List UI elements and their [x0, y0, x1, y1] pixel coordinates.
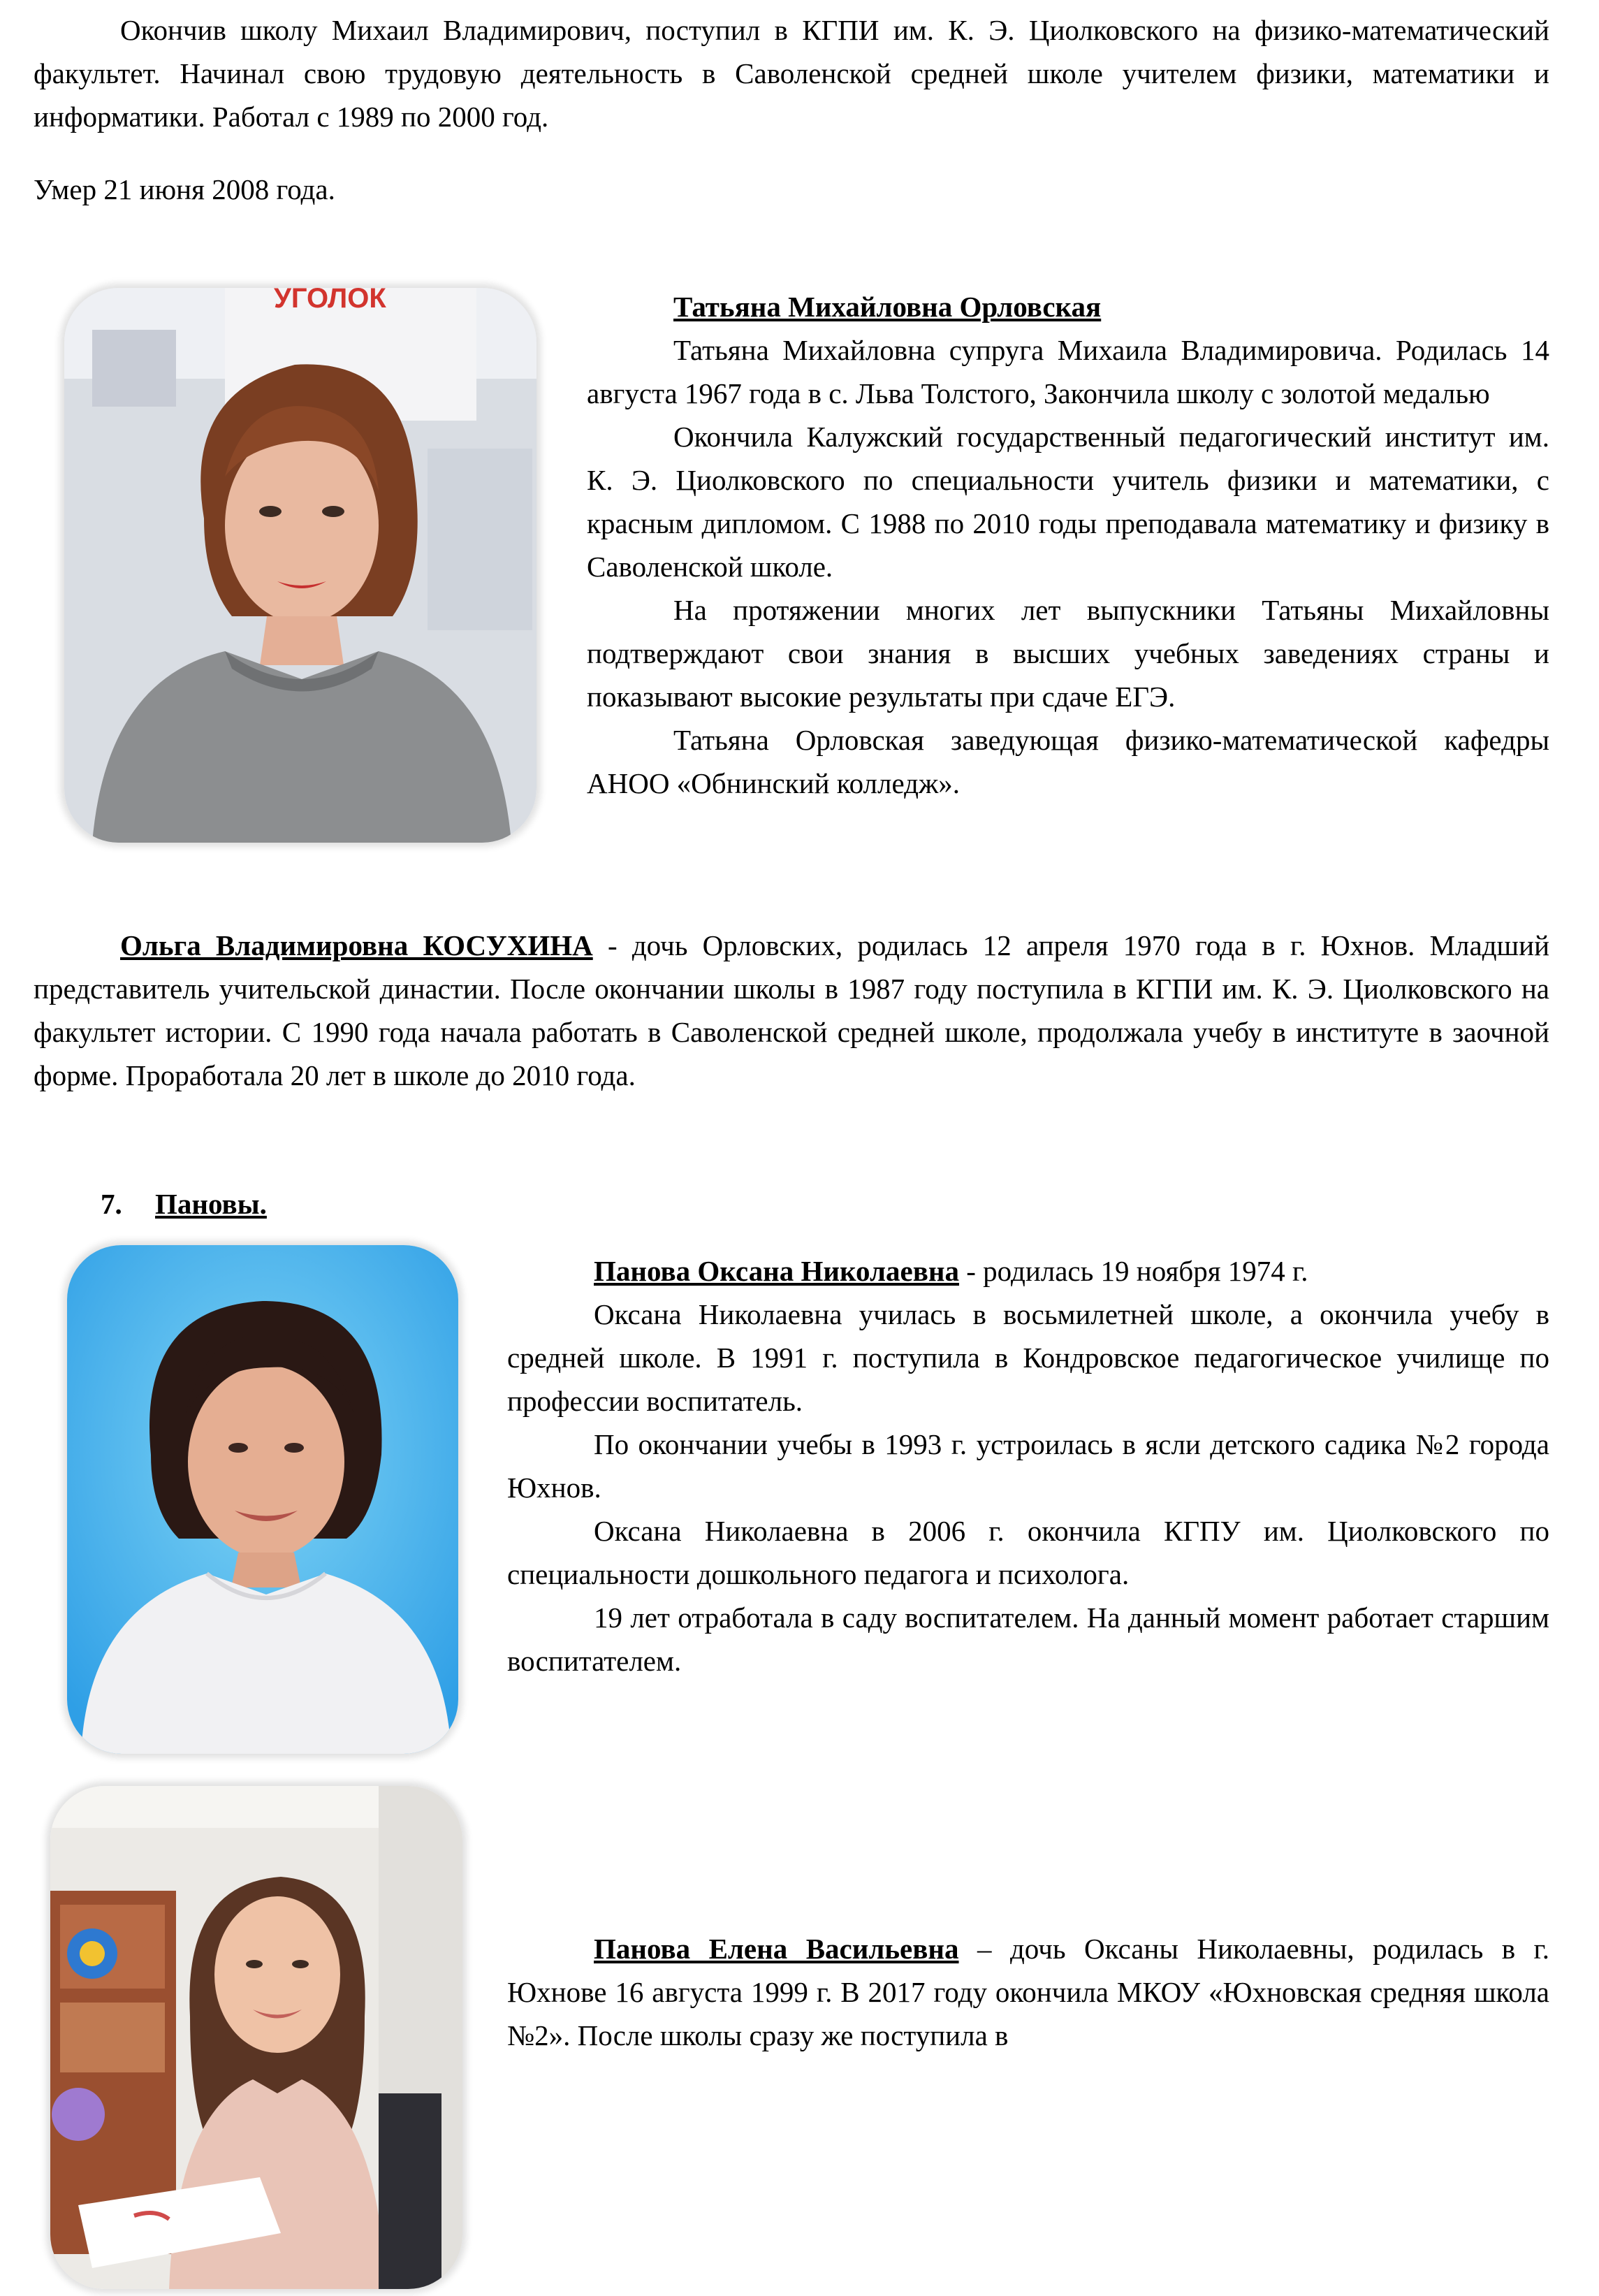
poster-text: УГОЛОК	[274, 288, 386, 314]
death-text: Умер 21 июня 2008 года.	[34, 173, 335, 205]
section-7-title: Пановы.	[155, 1188, 267, 1220]
photo-elena-panova	[50, 1786, 462, 2289]
photo-oksana-panova	[67, 1245, 458, 1754]
tatiana-paragraph-2: Окончила Калужский государственный педагогический институт им. К. Э. Циолковского по специальности учитель физики и математики, с красным дипломом. С 1988 по 2010 годы преподавала математику и физику в Саволенской школе.	[587, 421, 1549, 583]
tatiana-paragraph-1: Татьяна Михайловна супруга Михаила Владимировича. Родилась 14 августа 1967 года в с. Льва Толстого, Закончила школу с золотой медалью	[587, 334, 1549, 409]
oksana-paragraph-3: Оксана Николаевна в 2006 г. окончила КГПУ им. Циолковского по специальности дошкольного педагога и психолога.	[507, 1515, 1549, 1590]
intro-paragraph	[34, 8, 1549, 138]
section-7-number: 7.	[101, 1188, 122, 1220]
olga-text: - дочь Орловских, родилась 12 апреля 1970 года в г. Юхнов. Младший представитель учительской династии. После окончании школы в 1987 году поступила в КГПИ им. К. Э. Циолковского на факультет истории. С 1990 года начала работать в Саволенской средней школе, продолжала учебу в институте в заочной форме. Проработала 20 лет в школе до 2010 года.	[34, 929, 1550, 1091]
tatiana-section	[587, 285, 1549, 805]
olga-section	[34, 924, 1549, 1097]
elena-section	[507, 1927, 1549, 2057]
oksana-intro: - родилась 19 ноября 1974 г.	[958, 1255, 1308, 1287]
section-7-heading	[101, 1182, 267, 1226]
oksana-name: Панова Оксана Николаевна	[594, 1255, 959, 1287]
intro-text: Окончив школу Михаил Владимирович, поступил в КГПИ им. К. Э. Циолковского на физико-математический факультет. Начинал свою трудовую деятельность в Саволенской средней школе учителем физики, математики и информатики. Работал с 1989 по 2000 год.	[34, 14, 1549, 133]
tatiana-paragraph-4: Татьяна Орловская заведующая физико-математической кафедры АНОО «Обнинский колледж».	[587, 724, 1549, 799]
olga-name: Ольга Владимировна КОСУХИНА	[120, 929, 593, 961]
oksana-section	[507, 1249, 1549, 1683]
oksana-paragraph-1: Оксана Николаевна училась в восьмилетней школе, а окончила учебу в средней школе. В 1991 г. поступила в Кондровское педагогическое училище по профессии воспитатель.	[507, 1298, 1549, 1417]
oksana-paragraph-4: 19 лет отработала в саду воспитателем. На данный момент работает старшим воспитателем.	[507, 1601, 1549, 1677]
tatiana-name: Татьяна Михайловна Орловская	[673, 291, 1102, 323]
death-paragraph	[34, 168, 1549, 211]
elena-text: – дочь Оксаны Николаевны, родилась в г. Юхнове 16 августа 1999 г. В 2017 году окончила МКОУ «Юхновская средняя школа №2». После школы сразу же поступила в	[507, 1933, 1549, 2051]
photo-tatiana-orlovskaya	[64, 288, 536, 843]
elena-name: Панова Елена Васильевна	[594, 1933, 959, 1965]
tatiana-paragraph-3: На протяжении многих лет выпускники Татьяны Михайловны подтверждают свои знания в высших учебных заведениях страны и показывают высокие результаты при сдаче ЕГЭ.	[587, 594, 1549, 713]
oksana-paragraph-2: По окончании учебы в 1993 г. устроилась в ясли детского садика №2 города Юхнов.	[507, 1428, 1549, 1504]
